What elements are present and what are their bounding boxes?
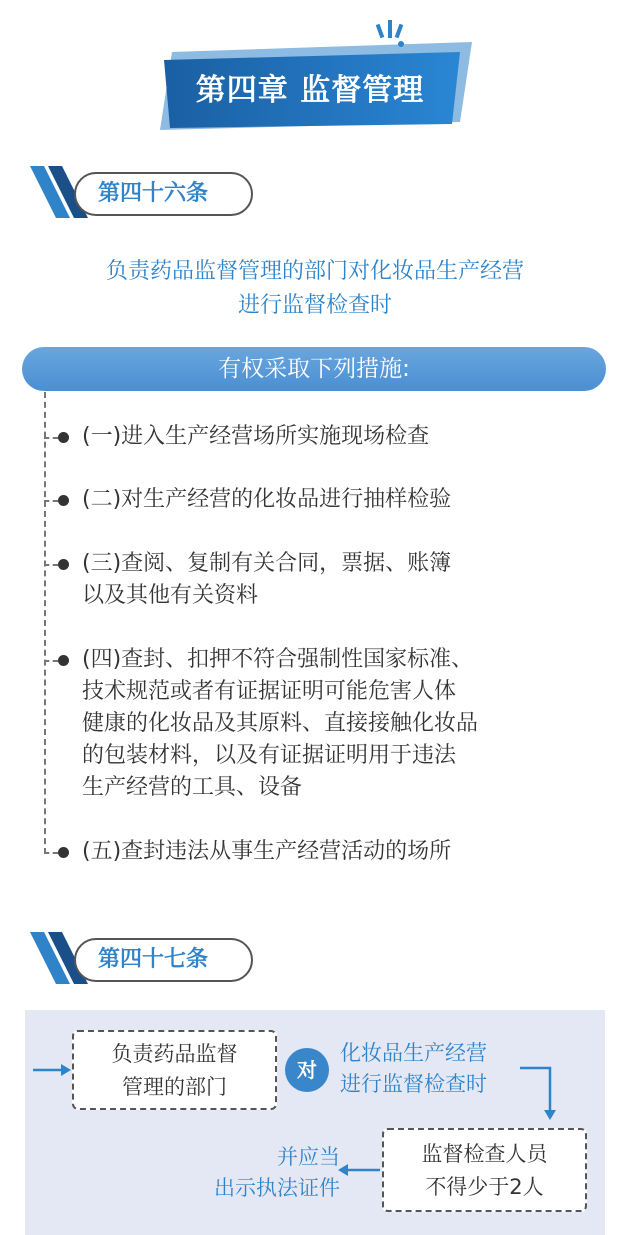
bullet-icon xyxy=(58,432,69,443)
bullet-icon xyxy=(58,495,69,506)
bullet-icon xyxy=(58,559,69,570)
target-line: 化妆品生产经营 xyxy=(340,1041,487,1065)
target-line: 进行监督检查时 xyxy=(340,1072,487,1096)
target-text xyxy=(340,1038,540,1100)
responsible-dept-box xyxy=(72,1030,277,1110)
item-line: (五)查封违法从事生产经营活动的场所 xyxy=(82,839,452,864)
box-line: 负责药品监督 xyxy=(111,1042,238,1066)
item-line: 技术规范或者有证据证明可能危害人体 xyxy=(82,679,457,704)
bullet-icon xyxy=(58,655,69,666)
item-line: (二)对生产经营的化妆品进行抽样检验 xyxy=(82,487,452,512)
article47-tag xyxy=(74,938,253,982)
result-text xyxy=(160,1142,340,1204)
intro-line-1: 负责药品监督管理的部门对化妆品生产经营 xyxy=(105,259,524,284)
bullet-icon xyxy=(58,847,69,858)
box-line: 监督检查人员 xyxy=(421,1142,548,1166)
article46-tag-label: 第四十六条 xyxy=(98,181,209,206)
splash-icon xyxy=(368,14,408,48)
item-line: (一)进入生产经营场所实施现场检查 xyxy=(82,424,430,449)
inspector-box xyxy=(382,1128,587,1212)
chapter-title: 第四章 监督管理 xyxy=(195,73,425,108)
article46-tag xyxy=(74,172,253,216)
item-line: 以及其他有关资料 xyxy=(82,583,259,608)
item-line: (四)查封、扣押不符合强制性国家标准、 xyxy=(82,647,474,672)
timeline-dashed-line xyxy=(44,392,46,854)
result-line: 出示执法证件 xyxy=(214,1176,340,1200)
measures-header: 有权采取下列措施: xyxy=(22,347,606,391)
item-line: 的包装材料，以及有证据证明用于违法 xyxy=(82,743,457,768)
result-line: 并应当 xyxy=(277,1145,340,1169)
intro-line-2: 进行监督检查时 xyxy=(237,293,392,318)
box-line: 管理的部门 xyxy=(122,1075,227,1099)
article46-intro xyxy=(40,255,590,323)
connector-badge: 对 xyxy=(285,1048,329,1092)
item-line: 生产经营的工具、设备 xyxy=(82,775,303,800)
box-line: 不得少于2人 xyxy=(425,1175,544,1199)
item-line: 健康的化妆品及其原料、直接接触化妆品 xyxy=(82,711,479,736)
item-line: (三)查阅、复制有关合同，票据、账簿 xyxy=(82,551,452,576)
article47-tag-label: 第四十七条 xyxy=(98,947,209,972)
